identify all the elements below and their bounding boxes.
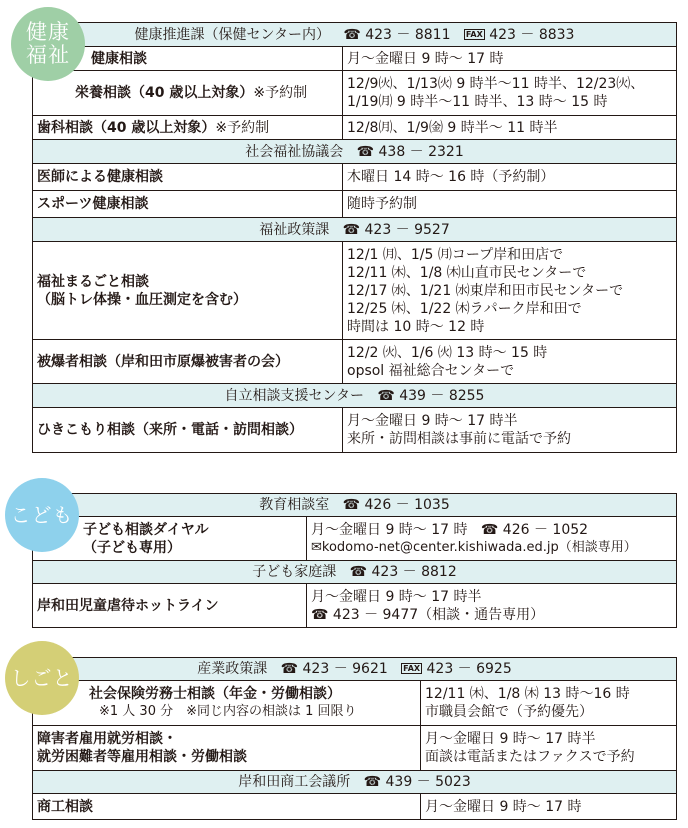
phone-icon: ☎ (343, 26, 361, 43)
detail-line: 12/11 ㈭、1/8 ㈭ 13 時～16 時 (425, 686, 630, 702)
service-label: 商工相談 (33, 794, 421, 820)
phone-icon: ☎ (377, 387, 395, 404)
badge-line: 健康 (26, 20, 70, 44)
dept-tel: 439 － 5023 (385, 774, 471, 790)
mail-icon: ✉ (311, 539, 322, 555)
dept-header-sangyo (33, 658, 677, 681)
detail-line (311, 521, 672, 539)
label-note: ※予約制 (215, 119, 270, 136)
dept-tel: 423 － 8811 (365, 26, 451, 43)
dept-header-jiritsu (33, 384, 677, 408)
phone-number: 426 － 1052 (502, 521, 589, 538)
service-detail (343, 408, 677, 453)
badge-line: 福祉 (26, 43, 70, 67)
dept-header-kenko (33, 23, 677, 47)
service-detail (343, 242, 677, 340)
dept-name: 自立相談支援センター (224, 387, 364, 404)
dept-name: 福祉政策課 (259, 221, 330, 238)
service-detail (307, 517, 677, 561)
kids-badge (5, 478, 79, 552)
service-detail (343, 71, 677, 116)
phone-icon: ☎ (342, 497, 361, 513)
detail-line: 12/9㈫、1/13㈫ 9 時半～11 時半、12/23㈫、 (347, 76, 645, 92)
detail-line: 月～金曜日 9 時～ 17 時半 (425, 731, 596, 747)
label-note: ※予約制 (253, 85, 308, 101)
phone-icon: ☎ (349, 564, 368, 580)
label-text: 歯科相談（40 歳以上対象） (37, 119, 216, 136)
health-welfare-table (32, 22, 677, 453)
dept-header-kyoiku (33, 494, 677, 517)
work-badge (5, 641, 79, 715)
detail-line: 12/17 ㈬、1/21 ㈬東岸和田市民センターで (347, 282, 624, 299)
service-label (33, 71, 343, 116)
service-label: 被爆者相談（岸和田市原爆被害者の会） (33, 340, 343, 384)
label-text: 栄養相談（40 歳以上対象） (75, 85, 254, 101)
badge-line: こども (10, 502, 74, 527)
dept-header-kodomo-katei (33, 561, 677, 584)
service-detail: 月～金曜日 9 時～ 17 時 (421, 794, 677, 820)
service-label (33, 116, 343, 140)
service-label (33, 242, 343, 340)
work-table (32, 657, 677, 820)
phone-number: 423 － 9477 (332, 606, 419, 623)
health-welfare-badge (11, 7, 85, 81)
dept-tel: 439 － 8255 (399, 387, 485, 404)
service-detail: 12/8㈪、1/9㈮ 9 時半～ 11 時半 (343, 116, 677, 140)
detail-line: 1/19㈪ 9 時半～11 時半、13 時～ 15 時 (347, 94, 608, 110)
label-line: 福祉まるごと相談 (37, 273, 149, 290)
service-label (33, 726, 421, 771)
dept-name: 教育相談室 (259, 497, 330, 513)
fax-icon: FAX (465, 29, 483, 39)
service-detail (421, 726, 677, 771)
detail-line: 来所・訪問相談は事前に電話で予約 (347, 431, 571, 447)
fax-icon: FAX (403, 664, 421, 673)
detail-line: 12/2 ㈫、1/6 ㈫ 13 時～ 15 時 (347, 344, 548, 361)
service-detail (307, 584, 677, 628)
detail-line: opsol 福祉総合センターで (347, 362, 515, 379)
dept-tel: 423 － 8812 (371, 564, 457, 580)
dept-fax: 423 － 8833 (489, 26, 575, 43)
detail-line: 12/11 ㈭、1/8 ㈭山直市民センターで (347, 264, 587, 281)
label-line: 子ども相談ダイヤル (83, 521, 209, 538)
service-label: 健康相談 (33, 47, 343, 71)
dept-tel: 423 － 9621 (302, 661, 388, 677)
service-detail: 随時予約制 (343, 191, 677, 218)
service-label: スポーツ健康相談 (33, 191, 343, 218)
label-line: 障害者雇用就労相談・ (37, 731, 177, 747)
detail-line: 12/25 ㈭、1/22 ㈭ラパーク岸和田で (347, 300, 582, 317)
service-detail: 木曜日 14 時～ 16 時（予約制） (343, 164, 677, 191)
badge-line: しごと (10, 665, 74, 690)
detail-line (311, 606, 672, 624)
detail-line: 12/1 ㈪、1/5 ㈪コープ岸和田店で (347, 246, 564, 263)
dept-tel: 426 － 1035 (364, 497, 450, 513)
phone-icon: ☎ (311, 606, 329, 623)
phone-icon: ☎ (356, 143, 375, 160)
label-note: ※1 人 30 分 ※同じ内容の相談は 1 回限り (99, 704, 357, 719)
email-address: kodomo-net@center.kishiwada.ed.jp (321, 539, 559, 555)
label-line: （子ども専用） (83, 539, 181, 556)
phone-icon: ☎ (480, 521, 499, 538)
hours-text: 月～金曜日 9 時～ 17 時 (311, 521, 468, 538)
label-line: （脳トレ体操・血圧測定を含む） (37, 291, 247, 308)
service-detail (343, 340, 677, 384)
phone-icon: ☎ (280, 661, 299, 677)
email-note: （相談専用） (558, 539, 637, 555)
kids-table (32, 493, 677, 628)
service-detail: 月～金曜日 9 時～ 17 時 (343, 47, 677, 71)
detail-line: 面談は電話またはファクスで予約 (425, 749, 635, 765)
dept-name: 社会福祉協議会 (245, 143, 344, 160)
detail-line: 月～金曜日 9 時～ 17 時半 (347, 413, 518, 429)
detail-line: 月～金曜日 9 時～ 17 時半 (311, 588, 482, 605)
dept-header-shakyo (33, 140, 677, 164)
label-line: 社会保険労務士相談（年金・労働相談） (89, 686, 341, 702)
service-label (33, 681, 421, 726)
dept-tel: 423 － 9527 (364, 221, 450, 238)
label-line: 就労困難者等雇用相談・労働相談 (37, 749, 247, 765)
service-label: ひきこもり相談（来所・電話・訪問相談） (33, 408, 343, 453)
detail-line (311, 539, 672, 557)
dept-name: 子ども家庭課 (252, 564, 337, 580)
phone-note: （相談・通告専用） (418, 606, 545, 623)
dept-header-fukushi (33, 218, 677, 242)
detail-line: 時間は 10 時～ 12 時 (347, 318, 485, 335)
phone-icon: ☎ (363, 774, 382, 790)
dept-tel: 438 － 2321 (378, 143, 464, 160)
service-detail (421, 681, 677, 726)
dept-name: 産業政策課 (197, 661, 268, 677)
dept-name: 岸和田商工会議所 (238, 774, 351, 790)
dept-name: 健康推進課（保健センター内） (134, 26, 330, 43)
phone-icon: ☎ (342, 221, 361, 238)
dept-header-shokokai (33, 771, 677, 794)
dept-fax: 423 － 6925 (426, 661, 512, 677)
service-label: 医師による健康相談 (33, 164, 343, 191)
service-label: 岸和田児童虐待ホットライン (33, 584, 307, 628)
detail-line: 市職員会館で（予約優先） (425, 704, 593, 720)
